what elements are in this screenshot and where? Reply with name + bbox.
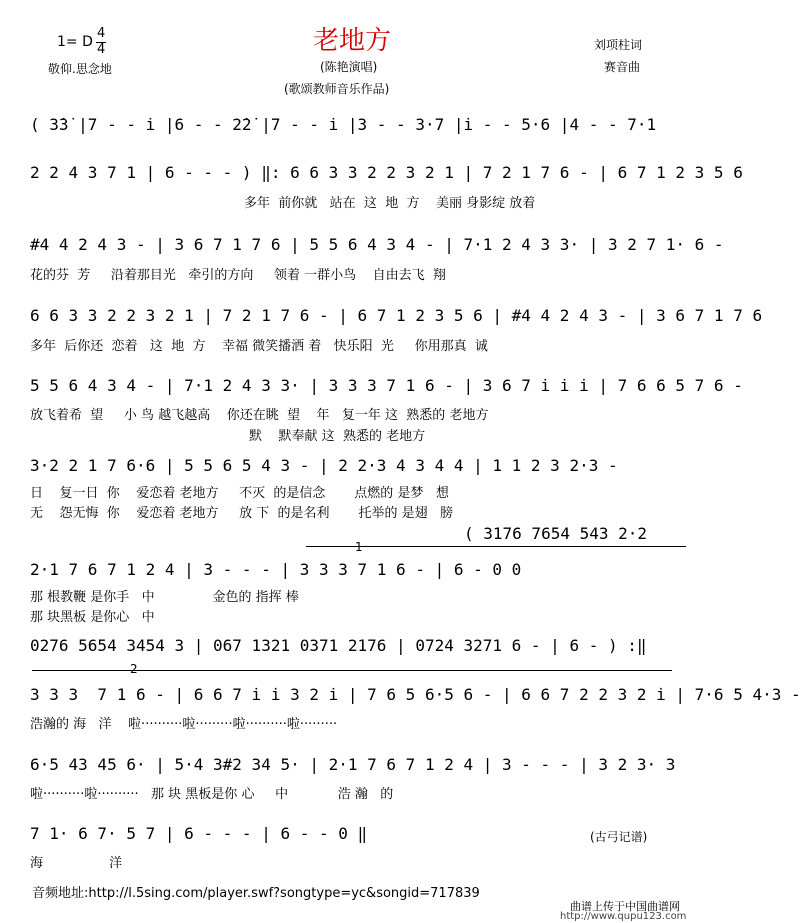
watermark-url: http://www.qupu123.com — [560, 911, 687, 922]
lyric-row-9: 浩瀚的 海 洋 啦··········啦·········啦··········啦········· — [30, 717, 338, 732]
audio-link: 音频地址:http://l.5sing.com/player.swf?songtype=yc&songid=717839 — [32, 886, 480, 901]
score-row-8: 0276 5654 3454 3 | 067 1321 0371 2176 | 0724 3271 6 - | 6 - ) :‖ — [30, 636, 647, 655]
score-row-4: 6 6 3 3 2 2 3 2 1 | 7 2 1 7 6 - | 6 7 1 2 3 5 6 | #4 4 2 4 3 - | 3 6 7 1 7 6 — [30, 306, 763, 325]
lyric-row-11: 海 洋 — [30, 856, 123, 871]
lyric-row-4: 多年 后你还 恋着 这 地 方 幸福 微笑播洒 着 快乐阳 光 你用那真 诚 — [30, 339, 488, 354]
lyric-row-6b: 无 怨无悔 你 爱恋着 老地方 放 下 的是名利 托举的 是翅 膀 — [30, 506, 453, 521]
volta-2-label: 2 — [130, 662, 138, 676]
score-row-7: 2·1 7 6 7 1 2 4 | 3 - - - | 3 3 3 7 1 6 - | 6 - 0 0 — [30, 560, 522, 579]
pickup-phrase: ( 3176 7654 543 2·2 — [464, 524, 648, 543]
score-row-5: 5 5 6 4 3 4 - | 7·1 2 4 3 3· | 3 3 3 7 1 6 - | 3 6 7 i̇ i̇ i̇ | 7 6 6 5 7 6 - — [30, 376, 743, 395]
singer: (陈艳演唱) — [320, 60, 378, 74]
lyric-row-5b: 默 默奉献 这 熟悉的 老地方 — [30, 429, 426, 444]
time-sig-bottom: 4 — [97, 42, 106, 57]
composer: 赛音曲 — [604, 60, 641, 74]
lyric-row-7b: 那 块黑板 是你心 中 — [30, 610, 155, 625]
lyric-row-3: 花的芬 芳 沿着那目光 牵引的方向 领着 一群小鸟 自由去飞 翔 — [30, 268, 446, 283]
lyric-row-7a: 那 根教鞭 是你手 中 金色的 指挥 棒 — [30, 590, 299, 605]
dedication: 敬仰.思念地 — [48, 62, 112, 76]
volta-2-line — [32, 670, 672, 671]
score-row-6: 3·2 2 1 7 6·6 | 5 5 6 5 4 3 - | 2 2·3 4 3 4 4 | 1 1 2 3 2·3 - — [30, 456, 618, 475]
score-row-1: ( 3̇3̇ |7 - - i̇ |6 - - 2̇2̇ |7 - - i̇ |3 - - 3·7 |i̇ - - 5·6 |4 - - 7·1 — [30, 115, 657, 134]
score-row-2: 2 2 4 3 7 1 | 6 - - - ) ‖: 6 6 3 3 2 2 3 2 1 | 7 2 1 7 6 - | 6 7 1 2 3 5 6 — [30, 163, 743, 182]
lyric-row-6a: 日 复一日 你 爱恋着 老地方 不灭 的是信念 点燃的 是梦 想 — [30, 486, 449, 501]
song-title: 老地方 — [313, 26, 392, 56]
score-row-9: 3 3 3 7 1 6 - | 6 6 7 i̇ i̇ 3 2 i̇ | 7 6 5 6·5 6 - | 6 6 7 2 2 3 2 i̇ | 7·6 5 4·3 - — [30, 685, 801, 704]
lyric-row-2: 多年 前你就 站在 这 地 方 美丽 身影绽 放着 — [244, 196, 536, 211]
score-row-10: 6·5 43 45 6· | 5·4 3#2 34 5· | 2·1 7 6 7 1 2 4 | 3 - - - | 3 2 3· 3 — [30, 755, 676, 774]
key-signature: 1= D — [57, 34, 93, 50]
score-row-3: #4 4 2 4 3 - | 3 6 7 1 7 6 | 5 5 6 4 3 4 - | 7·1 2 4 3 3· | 3 2 7 1· 6 - — [30, 235, 724, 254]
volta-1-label: 1 — [355, 540, 363, 554]
volta-1-line — [306, 546, 686, 547]
score-row-11: 7 1· 6 7· 5 7 | 6 - - - | 6 - - 0 ‖ — [30, 824, 368, 843]
watermark-cn: 曲谱上传于中国曲谱网 — [570, 900, 680, 913]
series: (歌颂教师音乐作品) — [284, 82, 390, 96]
time-sig-top: 4 — [97, 26, 106, 41]
lyric-row-10: 啦··········啦·········· 那 块 黑板是你 心 中 浩 瀚 的 — [30, 787, 394, 802]
lyricist: 刘项柱词 — [594, 38, 643, 52]
lyric-row-5a: 放飞着希 望 小 鸟 越飞越高 你还在眺 望 年 复一年 这 熟悉的 老地方 — [30, 408, 489, 423]
transcriber-note: (古弓记谱) — [590, 830, 648, 844]
